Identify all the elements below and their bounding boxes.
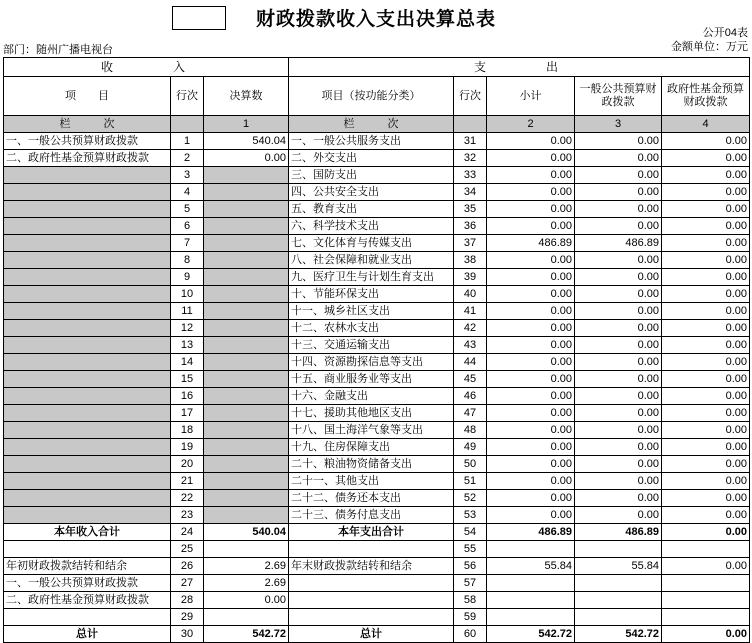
column-header-row	[4, 77, 750, 116]
header-expense-general: 一般公共预算财政拨款	[575, 77, 662, 116]
table-row	[4, 558, 750, 575]
expense-group-header: 支 出	[289, 58, 750, 77]
expense-fund-cell: 0.00	[662, 371, 750, 388]
expense-general-cell: 0.00	[575, 269, 662, 286]
income-value-cell	[204, 439, 289, 456]
expense-item-cell: 总计	[289, 626, 454, 643]
table-row	[4, 456, 750, 473]
income-line-cell: 5	[171, 201, 204, 218]
table-row	[4, 252, 750, 269]
expense-line-cell: 59	[454, 609, 487, 626]
income-value-cell	[204, 320, 289, 337]
income-line-cell: 3	[171, 167, 204, 184]
expense-subtotal-cell: 0.00	[487, 252, 575, 269]
expense-general-cell: 0.00	[575, 303, 662, 320]
income-line-cell: 14	[171, 354, 204, 371]
income-value-cell	[204, 388, 289, 405]
income-value-cell	[204, 371, 289, 388]
expense-general-cell: 0.00	[575, 422, 662, 439]
expense-fund-cell: 0.00	[662, 303, 750, 320]
expense-general-cell: 55.84	[575, 558, 662, 575]
expense-item-cell: 四、公共安全支出	[289, 184, 454, 201]
expense-line-cell: 42	[454, 320, 487, 337]
income-value-cell: 2.69	[204, 575, 289, 592]
income-line-cell: 8	[171, 252, 204, 269]
expense-item-cell: 二十三、债务付息支出	[289, 507, 454, 524]
income-item-cell	[4, 167, 171, 184]
table-row	[4, 524, 750, 541]
department-label: 部门：随州广播电视台	[3, 44, 113, 56]
expense-fund-cell: 0.00	[662, 320, 750, 337]
income-item-cell	[4, 422, 171, 439]
expense-line-cell: 37	[454, 235, 487, 252]
expense-item-cell: 本年支出合计	[289, 524, 454, 541]
expense-fund-cell	[662, 575, 750, 592]
expense-general-cell: 486.89	[575, 524, 662, 541]
expense-fund-cell	[662, 609, 750, 626]
table-row	[4, 337, 750, 354]
income-item-cell	[4, 320, 171, 337]
income-value-cell	[204, 405, 289, 422]
table-row	[4, 184, 750, 201]
income-line-cell: 16	[171, 388, 204, 405]
expense-line-cell: 58	[454, 592, 487, 609]
expense-fund-cell: 0.00	[662, 524, 750, 541]
expense-subtotal-cell: 0.00	[487, 201, 575, 218]
expense-fund-cell: 0.00	[662, 150, 750, 167]
table-row	[4, 592, 750, 609]
form-code: 公开04表	[702, 27, 748, 39]
expense-general-cell	[575, 541, 662, 558]
expense-line-cell: 47	[454, 405, 487, 422]
table-row	[4, 269, 750, 286]
expense-fund-cell: 0.00	[662, 507, 750, 524]
expense-item-cell: 年末财政拨款结转和结余	[289, 558, 454, 575]
expense-subtotal-cell: 0.00	[487, 167, 575, 184]
income-item-cell	[4, 371, 171, 388]
expense-fund-cell: 0.00	[662, 490, 750, 507]
expense-general-cell: 0.00	[575, 388, 662, 405]
income-item-cell	[4, 337, 171, 354]
income-item-cell: 总计	[4, 626, 171, 643]
expense-fund-cell: 0.00	[662, 626, 750, 643]
income-item-cell	[4, 456, 171, 473]
table-row	[4, 609, 750, 626]
expense-general-cell: 0.00	[575, 184, 662, 201]
expense-item-cell: 十八、国土海洋气象等支出	[289, 422, 454, 439]
income-line-cell: 27	[171, 575, 204, 592]
expense-line-cell: 43	[454, 337, 487, 354]
expense-line-cell: 50	[454, 456, 487, 473]
expense-line-cell: 45	[454, 371, 487, 388]
income-item-cell	[4, 303, 171, 320]
expense-subtotal-cell: 486.89	[487, 235, 575, 252]
expense-fund-cell: 0.00	[662, 235, 750, 252]
expense-line-cell: 40	[454, 286, 487, 303]
expense-item-cell: 十一、城乡社区支出	[289, 303, 454, 320]
table-row	[4, 235, 750, 252]
income-line-cell: 24	[171, 524, 204, 541]
expense-subtotal-cell: 0.00	[487, 422, 575, 439]
expense-fund-cell: 0.00	[662, 439, 750, 456]
income-item-cell	[4, 235, 171, 252]
income-line-blank	[171, 116, 204, 133]
income-item-cell: 年初财政拨款结转和结余	[4, 558, 171, 575]
expense-line-cell: 57	[454, 575, 487, 592]
income-item-cell: 一、一般公共预算财政拨款	[4, 575, 171, 592]
expense-subtotal-cell: 0.00	[487, 184, 575, 201]
expense-fund-cell: 0.00	[662, 422, 750, 439]
income-item-cell: 本年收入合计	[4, 524, 171, 541]
expense-line-cell: 33	[454, 167, 487, 184]
table-row	[4, 218, 750, 235]
header-expense-subtotal: 小计	[487, 77, 575, 116]
page-title: 财政拨款收入支出决算总表	[255, 9, 496, 30]
income-value-cell	[204, 303, 289, 320]
expense-fund-cell: 0.00	[662, 167, 750, 184]
expense-line-cell: 39	[454, 269, 487, 286]
income-line-cell: 4	[171, 184, 204, 201]
expense-subtotal-cell: 0.00	[487, 388, 575, 405]
expense-col-4: 4	[662, 116, 750, 133]
expense-subtotal-cell: 0.00	[487, 354, 575, 371]
income-item-cell	[4, 201, 171, 218]
expense-item-cell	[289, 575, 454, 592]
expense-general-cell: 0.00	[575, 133, 662, 150]
expense-subtotal-cell: 0.00	[487, 269, 575, 286]
expense-subtotal-cell: 0.00	[487, 473, 575, 490]
expense-subtotal-cell: 0.00	[487, 490, 575, 507]
header-expense-line: 行次	[454, 77, 487, 116]
income-item-cell	[4, 252, 171, 269]
group-header-row	[4, 58, 750, 77]
budget-table	[3, 57, 750, 643]
expense-item-cell: 五、教育支出	[289, 201, 454, 218]
table-row	[4, 167, 750, 184]
income-value-cell	[204, 201, 289, 218]
expense-general-cell: 0.00	[575, 371, 662, 388]
expense-item-cell: 十七、援助其他地区支出	[289, 405, 454, 422]
expense-general-cell: 0.00	[575, 507, 662, 524]
expense-item-cell: 二十、粮油物资储备支出	[289, 456, 454, 473]
expense-line-cell: 41	[454, 303, 487, 320]
expense-line-cell: 31	[454, 133, 487, 150]
expense-item-cell: 十九、住房保障支出	[289, 439, 454, 456]
income-value-cell	[204, 507, 289, 524]
expense-fund-cell	[662, 592, 750, 609]
income-item-cell	[4, 541, 171, 558]
income-line-cell: 26	[171, 558, 204, 575]
income-line-cell: 25	[171, 541, 204, 558]
expense-general-cell: 0.00	[575, 456, 662, 473]
income-line-cell: 15	[171, 371, 204, 388]
expense-subtotal-cell	[487, 609, 575, 626]
income-line-cell: 1	[171, 133, 204, 150]
table-row	[4, 201, 750, 218]
income-value-cell: 540.04	[204, 133, 289, 150]
expense-item-cell: 十四、资源勘探信息等支出	[289, 354, 454, 371]
income-item-cell	[4, 405, 171, 422]
income-value-cell	[204, 456, 289, 473]
expense-line-cell: 36	[454, 218, 487, 235]
income-line-cell: 17	[171, 405, 204, 422]
table-row	[4, 320, 750, 337]
expense-line-cell: 52	[454, 490, 487, 507]
expense-fund-cell: 0.00	[662, 388, 750, 405]
income-line-cell: 30	[171, 626, 204, 643]
expense-fund-cell: 0.00	[662, 405, 750, 422]
income-value-cell	[204, 609, 289, 626]
expense-subtotal-cell: 0.00	[487, 507, 575, 524]
expense-item-cell: 十二、农林水支出	[289, 320, 454, 337]
expense-fund-cell: 0.00	[662, 252, 750, 269]
expense-line-blank	[454, 116, 487, 133]
expense-line-cell: 55	[454, 541, 487, 558]
expense-item-cell: 二、外交支出	[289, 150, 454, 167]
expense-general-cell: 0.00	[575, 218, 662, 235]
table-row	[4, 388, 750, 405]
table-row	[4, 133, 750, 150]
expense-general-cell: 542.72	[575, 626, 662, 643]
expense-item-cell: 十、节能环保支出	[289, 286, 454, 303]
table-row	[4, 150, 750, 167]
income-value-cell	[204, 252, 289, 269]
table-row	[4, 303, 750, 320]
column-number-row	[4, 116, 750, 133]
income-item-cell	[4, 507, 171, 524]
income-line-cell: 11	[171, 303, 204, 320]
expense-item-cell	[289, 609, 454, 626]
header-expense-item: 项目（按功能分类）	[289, 77, 454, 116]
income-item-cell: 一、一般公共预算财政拨款	[4, 133, 171, 150]
expense-subtotal-cell: 0.00	[487, 286, 575, 303]
expense-general-cell: 0.00	[575, 150, 662, 167]
expense-line-cell: 56	[454, 558, 487, 575]
income-item-cell	[4, 490, 171, 507]
expense-item-cell: 二十二、债务还本支出	[289, 490, 454, 507]
income-line-cell: 20	[171, 456, 204, 473]
expense-line-cell: 32	[454, 150, 487, 167]
expense-line-cell: 44	[454, 354, 487, 371]
expense-fund-cell: 0.00	[662, 286, 750, 303]
expense-line-cell: 34	[454, 184, 487, 201]
expense-general-cell: 0.00	[575, 337, 662, 354]
income-item-cell	[4, 269, 171, 286]
expense-fund-cell: 0.00	[662, 184, 750, 201]
income-item-cell	[4, 354, 171, 371]
income-value-cell	[204, 286, 289, 303]
income-line-cell: 18	[171, 422, 204, 439]
expense-general-cell: 0.00	[575, 252, 662, 269]
header-income-item: 项 目	[4, 77, 171, 116]
income-value-cell: 542.72	[204, 626, 289, 643]
table-body	[4, 133, 750, 643]
income-item-cell	[4, 473, 171, 490]
income-line-cell: 21	[171, 473, 204, 490]
income-group-header: 收 入	[4, 58, 289, 77]
expense-line-cell: 46	[454, 388, 487, 405]
income-line-cell: 22	[171, 490, 204, 507]
expense-subtotal-cell: 0.00	[487, 303, 575, 320]
expense-item-cell: 三、国防支出	[289, 167, 454, 184]
income-line-cell: 12	[171, 320, 204, 337]
expense-line-cell: 51	[454, 473, 487, 490]
header-expense-fund: 政府性基金预算财政拨款	[662, 77, 750, 116]
expense-general-cell: 0.00	[575, 201, 662, 218]
expense-line-cell: 48	[454, 422, 487, 439]
expense-line-cell: 53	[454, 507, 487, 524]
income-value-cell: 540.04	[204, 524, 289, 541]
expense-fund-cell: 0.00	[662, 473, 750, 490]
expense-fund-cell: 0.00	[662, 269, 750, 286]
expense-item-cell: 十三、交通运输支出	[289, 337, 454, 354]
table-row	[4, 354, 750, 371]
table-row	[4, 473, 750, 490]
expense-fund-cell: 0.00	[662, 456, 750, 473]
expense-subtotal-cell: 0.00	[487, 439, 575, 456]
income-item-cell: 二、政府性基金预算财政拨款	[4, 592, 171, 609]
income-value-cell	[204, 235, 289, 252]
expense-subtotal-cell: 0.00	[487, 456, 575, 473]
income-value-cell	[204, 473, 289, 490]
table-row	[4, 575, 750, 592]
expense-general-cell: 0.00	[575, 490, 662, 507]
expense-general-cell: 0.00	[575, 405, 662, 422]
income-item-cell: 二、政府性基金预算财政拨款	[4, 150, 171, 167]
income-value-cell: 0.00	[204, 150, 289, 167]
income-line-cell: 29	[171, 609, 204, 626]
expense-fund-cell: 0.00	[662, 201, 750, 218]
income-item-cell	[4, 286, 171, 303]
income-value-cell	[204, 184, 289, 201]
header-income-line: 行次	[171, 77, 204, 116]
expense-line-cell: 35	[454, 201, 487, 218]
income-line-cell: 6	[171, 218, 204, 235]
expense-general-cell: 0.00	[575, 320, 662, 337]
table-row	[4, 405, 750, 422]
stamp-box	[172, 6, 226, 30]
income-col-1: 1	[204, 116, 289, 133]
table-row	[4, 541, 750, 558]
income-value-cell	[204, 167, 289, 184]
header-income-final: 决算数	[204, 77, 289, 116]
expense-subtotal-cell	[487, 541, 575, 558]
expense-subtotal-cell: 0.00	[487, 337, 575, 354]
table-row	[4, 439, 750, 456]
expense-subtotal-cell	[487, 592, 575, 609]
expense-item-cell: 十五、商业服务业等支出	[289, 371, 454, 388]
income-item-cell	[4, 218, 171, 235]
income-item-cell	[4, 439, 171, 456]
expense-general-cell	[575, 575, 662, 592]
income-item-cell	[4, 609, 171, 626]
income-value-cell	[204, 218, 289, 235]
expense-general-cell: 0.00	[575, 473, 662, 490]
expense-item-cell: 六、科学技术支出	[289, 218, 454, 235]
expense-subtotal-cell: 0.00	[487, 320, 575, 337]
income-value-cell: 2.69	[204, 558, 289, 575]
expense-item-cell	[289, 592, 454, 609]
table-row	[4, 490, 750, 507]
expense-item-cell: 八、社会保障和就业支出	[289, 252, 454, 269]
income-value-cell	[204, 541, 289, 558]
table-row	[4, 286, 750, 303]
expense-fund-cell: 0.00	[662, 218, 750, 235]
expense-general-cell: 0.00	[575, 167, 662, 184]
expense-general-cell: 0.00	[575, 354, 662, 371]
expense-general-cell	[575, 609, 662, 626]
expense-item-cell: 七、文化体育与传媒支出	[289, 235, 454, 252]
expense-item-cell: 十六、金融支出	[289, 388, 454, 405]
expense-line-cell: 38	[454, 252, 487, 269]
income-line-cell: 28	[171, 592, 204, 609]
expense-column-label: 栏 次	[289, 116, 454, 133]
expense-fund-cell: 0.00	[662, 354, 750, 371]
expense-fund-cell: 0.00	[662, 133, 750, 150]
income-value-cell	[204, 337, 289, 354]
expense-general-cell: 486.89	[575, 235, 662, 252]
income-column-label: 栏 次	[4, 116, 171, 133]
expense-item-cell: 一、一般公共服务支出	[289, 133, 454, 150]
income-value-cell	[204, 490, 289, 507]
expense-general-cell: 0.00	[575, 439, 662, 456]
income-line-cell: 2	[171, 150, 204, 167]
income-item-cell	[4, 388, 171, 405]
expense-line-cell: 60	[454, 626, 487, 643]
expense-fund-cell	[662, 541, 750, 558]
expense-line-cell: 49	[454, 439, 487, 456]
expense-col-3: 3	[575, 116, 662, 133]
expense-col-2: 2	[487, 116, 575, 133]
income-value-cell	[204, 354, 289, 371]
income-value-cell	[204, 269, 289, 286]
income-line-cell: 7	[171, 235, 204, 252]
expense-subtotal-cell: 542.72	[487, 626, 575, 643]
table-row	[4, 626, 750, 643]
income-value-cell: 0.00	[204, 592, 289, 609]
expense-subtotal-cell: 486.89	[487, 524, 575, 541]
document-meta	[671, 26, 748, 54]
expense-subtotal-cell: 55.84	[487, 558, 575, 575]
income-line-cell: 10	[171, 286, 204, 303]
expense-fund-cell: 0.00	[662, 558, 750, 575]
expense-item-cell	[289, 541, 454, 558]
expense-item-cell: 九、医疗卫生与计划生育支出	[289, 269, 454, 286]
income-line-cell: 13	[171, 337, 204, 354]
table-row	[4, 371, 750, 388]
income-line-cell: 19	[171, 439, 204, 456]
table-row	[4, 422, 750, 439]
expense-general-cell	[575, 592, 662, 609]
income-value-cell	[204, 422, 289, 439]
expense-subtotal-cell: 0.00	[487, 150, 575, 167]
expense-subtotal-cell: 0.00	[487, 371, 575, 388]
expense-item-cell: 二十一、其他支出	[289, 473, 454, 490]
expense-general-cell: 0.00	[575, 286, 662, 303]
expense-subtotal-cell	[487, 575, 575, 592]
table-row	[4, 507, 750, 524]
income-line-cell: 9	[171, 269, 204, 286]
expense-subtotal-cell: 0.00	[487, 133, 575, 150]
amount-unit: 金额单位：万元	[671, 41, 748, 53]
expense-fund-cell: 0.00	[662, 337, 750, 354]
expense-line-cell: 54	[454, 524, 487, 541]
income-line-cell: 23	[171, 507, 204, 524]
expense-subtotal-cell: 0.00	[487, 405, 575, 422]
expense-subtotal-cell: 0.00	[487, 218, 575, 235]
income-item-cell	[4, 184, 171, 201]
